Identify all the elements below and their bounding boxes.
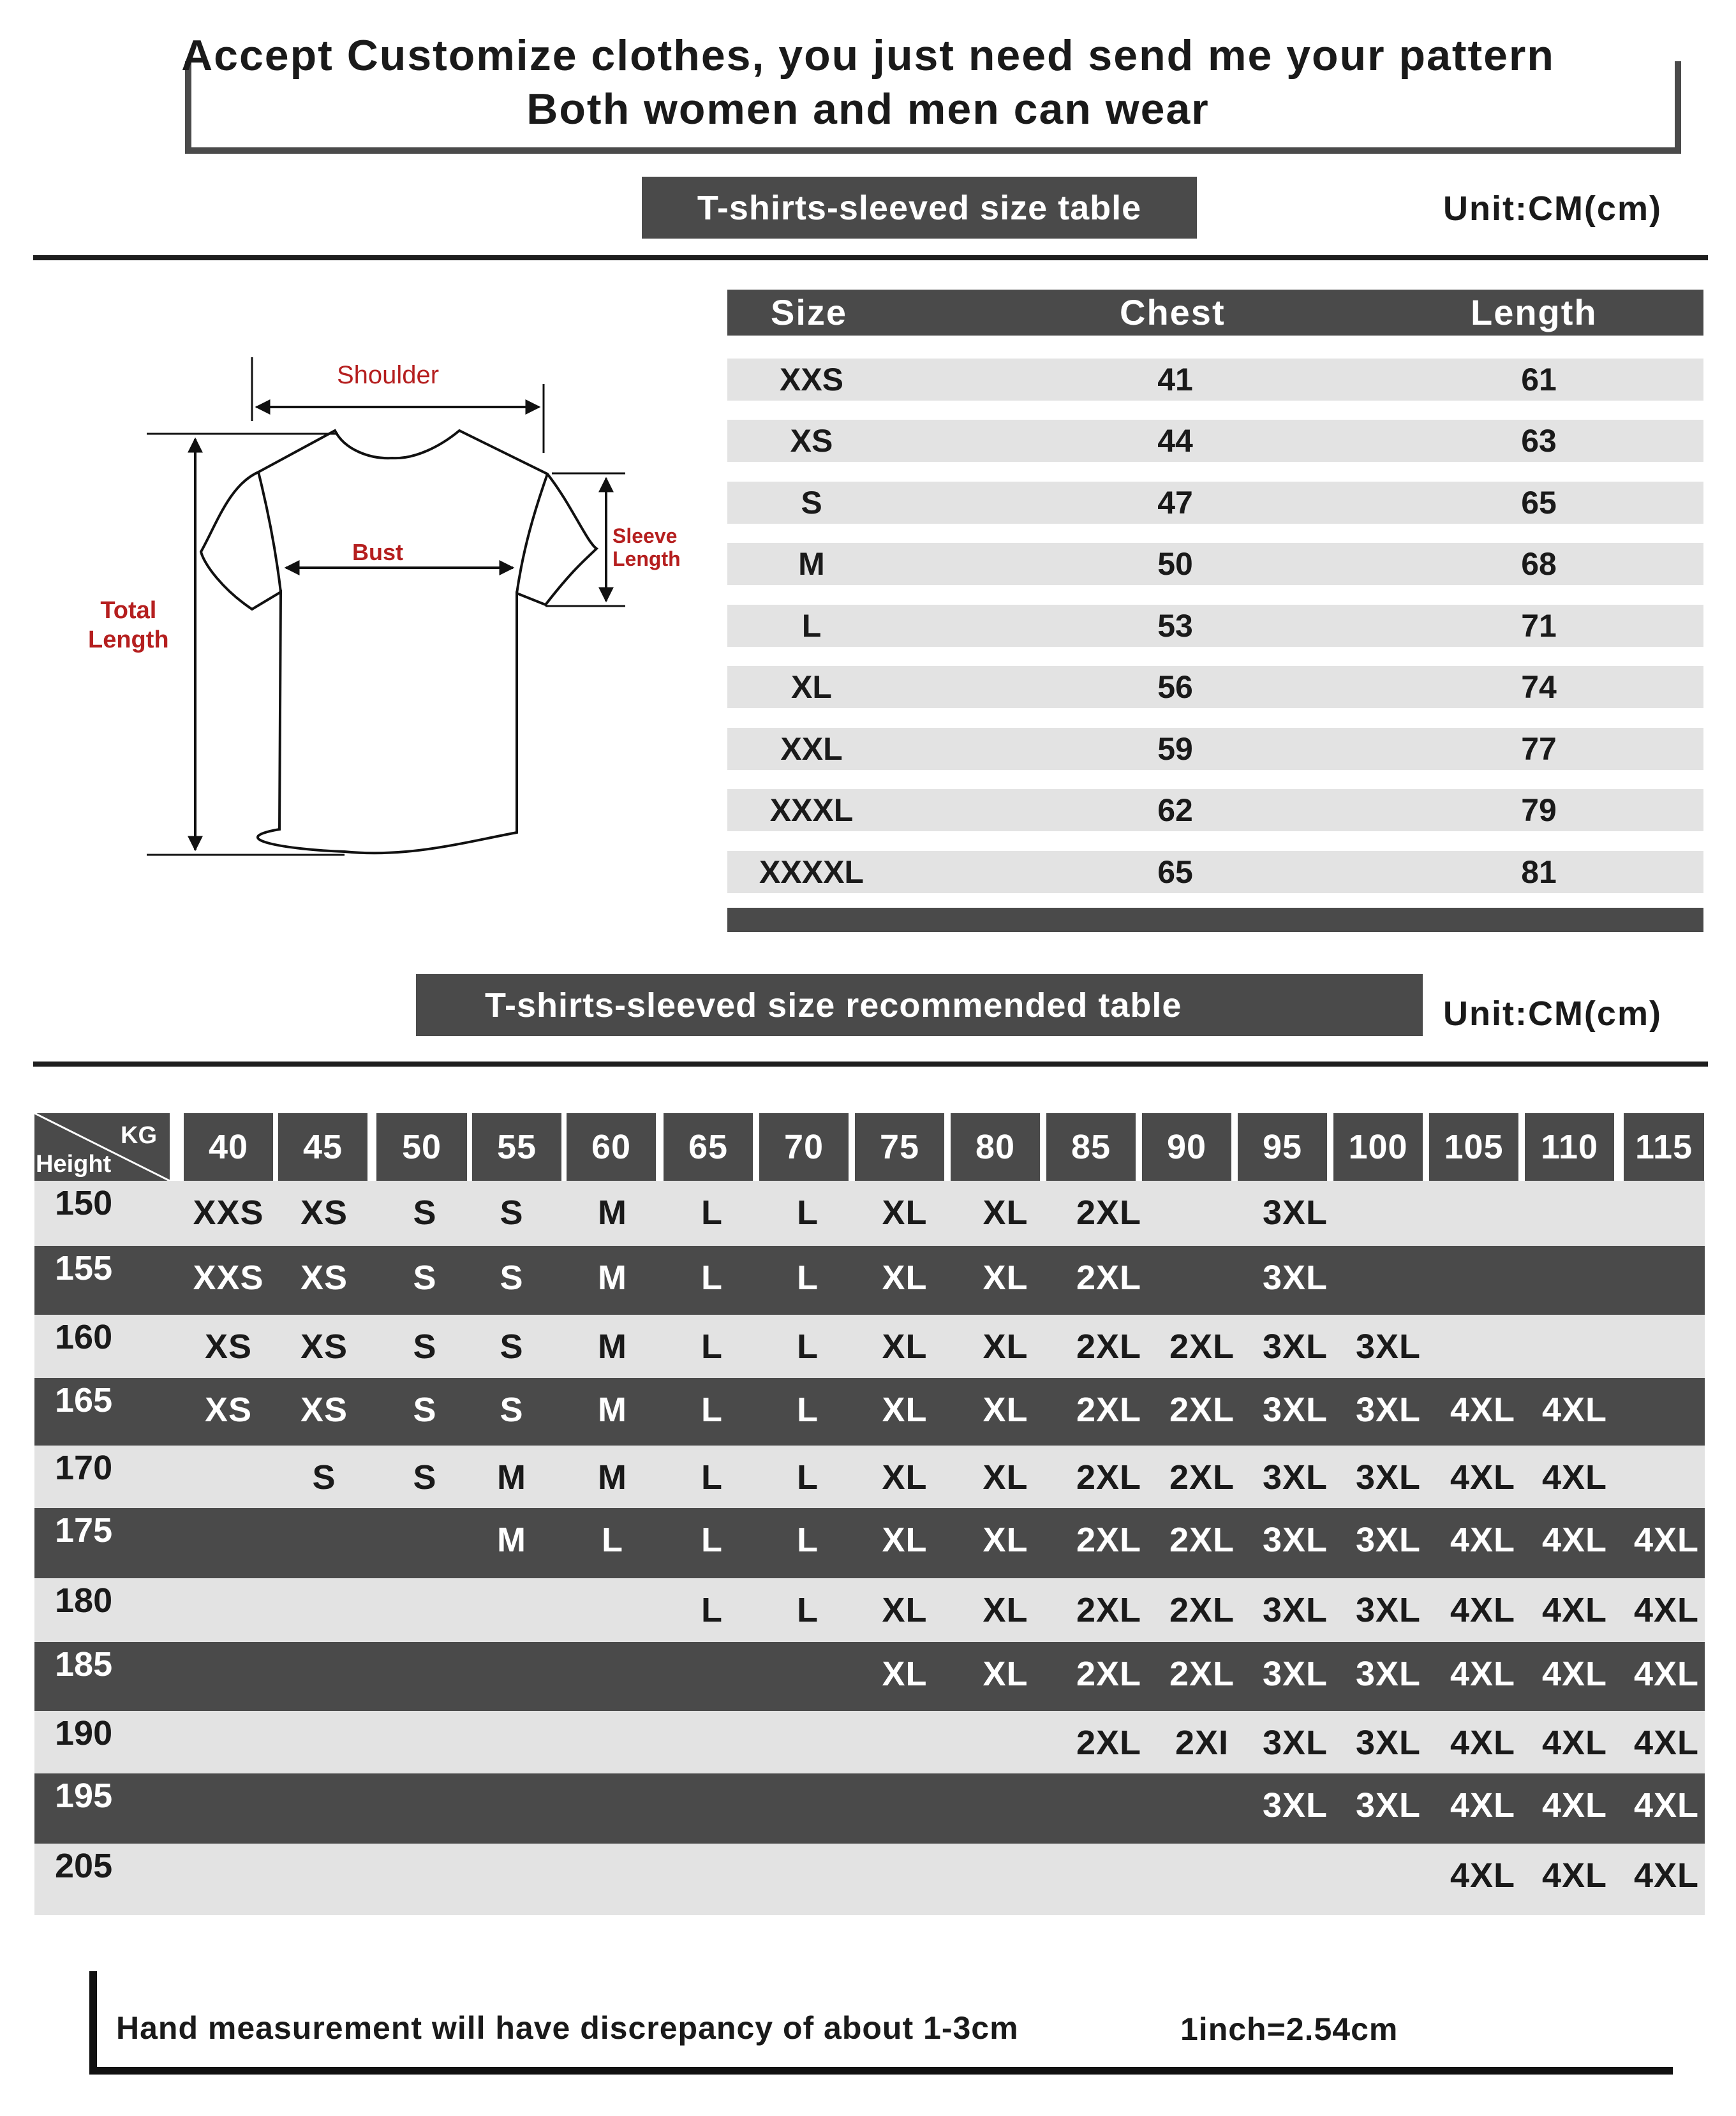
height-cell: 205 [55,1847,113,1885]
size-recommendation-cell: 3XL [1262,1655,1328,1693]
size-row [727,420,1703,462]
size-recommendation-cell: XL [882,1655,928,1693]
total-label-line-1: Total [100,597,157,624]
size-recommendation-cell: XS [204,1391,253,1429]
chest-cell: 65 [1157,854,1193,890]
size-recommendation-cell: XL [983,1259,1028,1297]
recommended-row [34,1446,1705,1508]
weight-header: 75 [855,1113,944,1181]
length-cell: 61 [1521,362,1557,397]
size-row [727,789,1703,831]
size-recommendation-cell: 2XL [1076,1328,1142,1366]
chest-cell: 44 [1157,423,1193,459]
col-length: Length [1471,292,1598,332]
length-cell: 79 [1521,792,1557,828]
col-size: Size [771,292,848,332]
weight-header: 70 [759,1113,849,1181]
recommended-row [34,1246,1705,1315]
chest-cell: 53 [1157,608,1193,644]
size-recommendation-cell: M [598,1391,627,1429]
size-recommendation-cell: 3XL [1355,1786,1421,1824]
size-recommendation-cell: 4XL [1541,1724,1608,1762]
shoulder-label: Shoulder [337,361,440,389]
size-recommendation-cell: XL [983,1458,1028,1497]
length-cell: 63 [1521,423,1557,459]
size-recommendation-cell: L [797,1458,819,1497]
height-cell: 185 [55,1645,113,1683]
weight-header: 65 [664,1113,753,1181]
chest-cell: 47 [1157,485,1193,521]
size-recommendation-cell: 2XL [1169,1391,1235,1429]
size-recommendation-cell: 4XL [1450,1655,1516,1693]
size-recommendation-cell: 2XL [1076,1194,1142,1232]
size-recommendation-cell: 4XL [1633,1786,1700,1824]
size-recommendation-cell: 4XL [1633,1724,1700,1762]
size-recommendation-cell: XS [300,1328,348,1366]
chest-cell: 50 [1157,546,1193,582]
size-table-footer-bar [727,908,1703,932]
size-recommendation-cell: XL [983,1521,1028,1559]
weight-header: 50 [376,1113,467,1181]
size-recommendation-cell: 2XL [1076,1391,1142,1429]
size-recommendation-cell: XXS [193,1259,264,1297]
size-recommendation-cell: L [701,1521,723,1559]
recommended-row [34,1773,1705,1844]
size-recommendation-cell: 2XL [1169,1328,1235,1366]
size-cell: XS [790,423,833,459]
size-row [727,851,1703,893]
recommended-row [34,1578,1705,1642]
size-recommendation-cell: 3XL [1262,1259,1328,1297]
header-line-1: Accept Customize clothes, you just need send me your pattern [181,31,1555,80]
size-recommendation-cell: S [500,1328,524,1366]
height-cell: 175 [55,1511,113,1550]
height-cell: 195 [55,1777,113,1815]
weight-header: 95 [1238,1113,1327,1181]
size-cell: XXXL [769,792,854,828]
size-recommendation-cell: 3XL [1262,1521,1328,1559]
size-recommendation-cell: 3XL [1355,1724,1421,1762]
size-recommendation-cell: 3XL [1262,1194,1328,1232]
size-row [727,666,1703,708]
size-recommendation-cell: 3XL [1262,1391,1328,1429]
size-cell: L [801,608,822,644]
size-row [727,605,1703,647]
size-recommendation-cell: S [413,1391,437,1429]
size-recommendation-cell: 4XL [1541,1521,1608,1559]
size-recommendation-cell: XS [300,1194,348,1232]
size-recommendation-cell: 4XL [1633,1655,1700,1693]
chest-cell: 56 [1157,669,1193,705]
size-cell: XXS [779,362,844,397]
size-recommendation-cell: 3XL [1355,1328,1421,1366]
col-chest: Chest [1120,292,1226,332]
size-recommendation-cell: 4XL [1541,1655,1608,1693]
size-recommendation-cell: 3XL [1355,1391,1421,1429]
recommended-row [34,1844,1705,1915]
size-recommendation-cell: XL [983,1328,1028,1366]
size-recommendation-cell: XL [882,1391,928,1429]
size-recommendation-cell: 4XL [1633,1521,1700,1559]
size-recommendation-cell: S [413,1194,437,1232]
tshirt-diagram [77,357,715,868]
size-recommendation-cell: M [598,1259,627,1297]
weight-header: 60 [567,1113,656,1181]
size-recommendation-cell: S [500,1259,524,1297]
size-recommendation-cell: L [797,1521,819,1559]
size-recommendation-cell: L [797,1391,819,1429]
height-cell: 150 [55,1184,113,1222]
height-cell: 190 [55,1714,113,1752]
size-recommendation-cell: M [598,1328,627,1366]
size-table-unit: Unit:CM(cm) [1443,189,1662,228]
size-recommendation-cell: M [497,1458,526,1497]
size-recommendation-cell: XS [300,1259,348,1297]
recommended-row [34,1711,1705,1773]
total-length-label [88,596,169,655]
size-recommendation-cell: XXS [193,1194,264,1232]
size-recommendation-cell: L [701,1328,723,1366]
footer-note: Hand measurement will have discrepancy of about 1-3cm [116,2010,1019,2046]
length-cell: 81 [1521,854,1557,890]
size-recommendation-cell: 4XL [1450,1786,1516,1824]
footer-conversion: 1inch=2.54cm [1180,2011,1398,2047]
size-recommendation-cell: S [413,1328,437,1366]
recommended-row [34,1642,1705,1711]
size-recommendation-cell: 4XL [1450,1591,1516,1629]
header-line-2: Both women and men can wear [526,85,1210,133]
size-table-header [727,290,1703,336]
corner-header [34,1113,170,1181]
size-recommendation-cell: M [598,1194,627,1232]
size-recommendation-cell: 2XL [1169,1655,1235,1693]
size-recommendation-cell: 3XL [1262,1786,1328,1824]
size-recommendation-cell: 3XL [1262,1724,1328,1762]
size-recommendation-cell: 4XL [1450,1391,1516,1429]
length-cell: 71 [1521,608,1557,644]
size-recommendation-cell: 2XL [1169,1458,1235,1497]
weight-header: 115 [1624,1113,1704,1181]
size-recommendation-cell: L [701,1259,723,1297]
size-recommendation-cell: XS [204,1328,253,1366]
size-recommendation-cell: 2XL [1076,1724,1142,1762]
size-recommendation-cell: XL [983,1391,1028,1429]
height-cell: 165 [55,1381,113,1419]
sleeve-length-label [612,524,681,570]
size-recommendation-cell: 2XI [1175,1724,1229,1762]
length-cell: 68 [1521,546,1557,582]
total-label-line-2: Length [88,626,169,653]
size-row [727,482,1703,524]
size-cell: M [798,546,825,582]
recommended-table-unit: Unit:CM(cm) [1443,995,1662,1033]
chest-cell: 41 [1157,362,1193,397]
size-recommendation-cell: 4XL [1633,1856,1700,1895]
size-recommendation-cell: 3XL [1262,1591,1328,1629]
weight-header: 105 [1429,1113,1518,1181]
weight-header: 100 [1333,1113,1423,1181]
recommended-divider [33,1062,1708,1067]
size-recommendation-cell: XL [882,1591,928,1629]
size-recommendation-cell: XL [882,1328,928,1366]
size-recommendation-cell: 4XL [1541,1458,1608,1497]
size-recommendation-cell: 4XL [1450,1856,1516,1895]
size-recommendation-cell: XL [882,1194,928,1232]
size-recommendation-cell: L [701,1194,723,1232]
sleeve-label-line-1: Sleeve [612,524,678,547]
section-divider [33,255,1708,260]
size-cell: XXL [780,731,843,767]
size-recommendation-cell: 4XL [1541,1391,1608,1429]
size-recommendation-cell: M [598,1458,627,1497]
size-recommendation-cell: L [602,1521,623,1559]
size-recommendation-cell: L [797,1194,819,1232]
size-recommendation-cell: S [413,1458,437,1497]
corner-height-label: Height [36,1151,112,1178]
weight-header: 55 [472,1113,561,1181]
size-recommendation-cell: L [797,1591,819,1629]
size-recommendation-cell: XS [300,1391,348,1429]
size-row [727,543,1703,585]
recommended-table-title: T-shirts-sleeved size recommended table [416,974,1423,1036]
size-recommendation-cell: 4XL [1541,1856,1608,1895]
size-recommendation-cell: 4XL [1541,1786,1608,1824]
size-recommendation-cell: 3XL [1355,1521,1421,1559]
size-cell: XL [791,669,832,705]
size-recommendation-cell: 3XL [1355,1591,1421,1629]
size-recommendation-cell: S [500,1194,524,1232]
size-recommendation-cell: 3XL [1355,1655,1421,1693]
size-recommendation-cell: 3XL [1262,1458,1328,1497]
sleeve-label-line-2: Length [612,547,681,570]
bust-label: Bust [352,539,403,565]
weight-header: 40 [184,1113,273,1181]
size-recommendation-cell: L [701,1458,723,1497]
size-recommendation-cell: 3XL [1355,1458,1421,1497]
size-recommendation-cell: XL [882,1521,928,1559]
size-recommendation-cell: XL [882,1259,928,1297]
size-table-title: T-shirts-sleeved size table [642,177,1197,239]
weight-header: 90 [1142,1113,1231,1181]
size-recommendation-cell: L [701,1391,723,1429]
weight-header: 45 [278,1113,367,1181]
size-recommendation-cell: 2XL [1169,1521,1235,1559]
size-recommendation-cell: 2XL [1076,1591,1142,1629]
chest-cell: 59 [1157,731,1193,767]
size-recommendation-cell: XL [983,1655,1028,1693]
size-recommendation-cell: 3XL [1262,1328,1328,1366]
size-recommendation-cell: S [500,1391,524,1429]
size-recommendation-cell: 2XL [1076,1259,1142,1297]
tshirt-outline [201,431,597,853]
size-row [727,359,1703,401]
size-recommendation-cell: XL [983,1194,1028,1232]
weight-header: 110 [1525,1113,1614,1181]
size-recommendation-cell: S [312,1458,336,1497]
size-recommendation-cell: XL [882,1458,928,1497]
size-recommendation-cell: L [701,1591,723,1629]
recommended-row [34,1378,1705,1446]
length-cell: 65 [1521,485,1557,521]
recommended-row [34,1508,1705,1578]
length-cell: 77 [1521,731,1557,767]
size-recommendation-cell: 4XL [1633,1591,1700,1629]
corner-kg-label: KG [121,1122,157,1149]
height-cell: 160 [55,1318,113,1356]
chest-cell: 62 [1157,792,1193,828]
recommended-row [34,1315,1705,1378]
size-recommendation-cell: XL [983,1591,1028,1629]
size-recommendation-cell: 4XL [1450,1724,1516,1762]
weight-header: 80 [951,1113,1040,1181]
recommended-row [34,1181,1705,1246]
size-recommendation-cell: 4XL [1541,1591,1608,1629]
size-recommendation-cell: S [413,1259,437,1297]
length-cell: 74 [1521,669,1557,705]
size-recommendation-cell: L [797,1259,819,1297]
height-cell: 155 [55,1249,113,1287]
size-recommendation-cell: 2XL [1169,1591,1235,1629]
size-recommendation-cell: 4XL [1450,1458,1516,1497]
size-recommendation-cell: M [497,1521,526,1559]
size-cell: XXXXL [759,854,864,890]
size-row [727,728,1703,770]
size-recommendation-cell: 2XL [1076,1458,1142,1497]
size-recommendation-cell: L [797,1328,819,1366]
weight-header: 85 [1046,1113,1136,1181]
size-recommendation-cell: 2XL [1076,1521,1142,1559]
size-cell: S [801,485,822,521]
height-cell: 170 [55,1449,113,1487]
size-recommendation-cell: 4XL [1450,1521,1516,1559]
size-recommendation-cell: 2XL [1076,1655,1142,1693]
height-cell: 180 [55,1581,113,1620]
